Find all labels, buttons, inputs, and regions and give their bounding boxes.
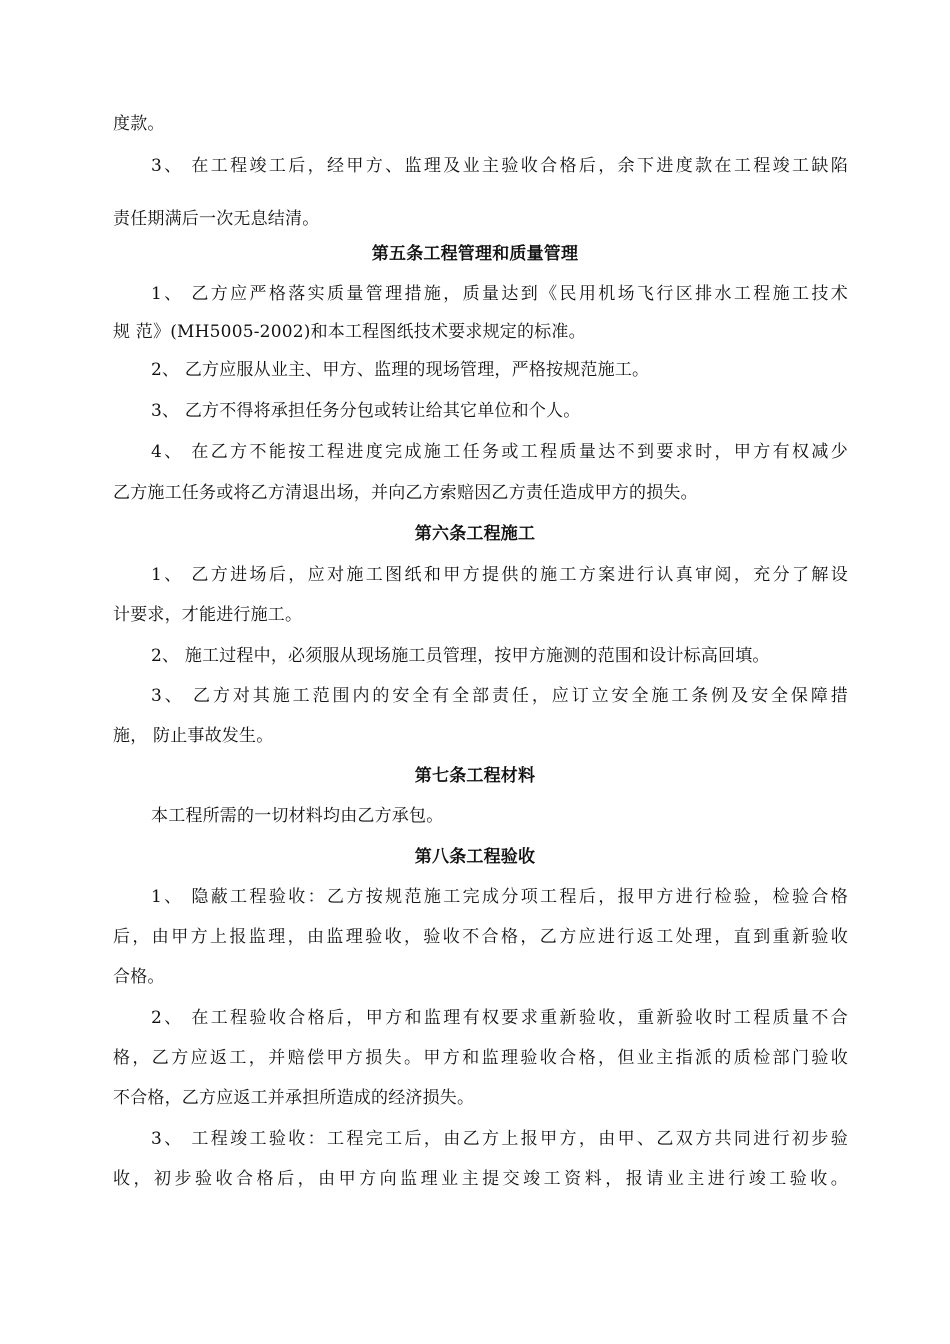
paragraph-line: 4、 在乙方不能按工程进度完成施工任务或工程质量达不到要求时，甲方有权减少 (151, 442, 848, 462)
section-heading-8: 第八条工程验收 (414, 847, 536, 867)
paragraph-line: 3、 乙方对其施工范围内的安全有全部责任，应订立安全施工条例及安全保障措 (151, 686, 848, 706)
section-heading-6: 第六条工程施工 (414, 524, 536, 544)
paragraph-line: 不合格，乙方应返工并承担所造成的经济损失。 (113, 1088, 475, 1108)
paragraph-line: 3、 在工程竣工后，经甲方、监理及业主验收合格后，余下进度款在工程竣工缺陷 (151, 156, 848, 176)
paragraph-line: 1、 乙方应严格落实质量管理措施，质量达到《民用机场飞行区排水工程施工技术 (151, 284, 848, 304)
paragraph-line: 2、 乙方应服从业主、甲方、监理的现场管理，严格按规范施工。 (151, 360, 650, 380)
paragraph-line: 3、 乙方不得将承担任务分包或转让给其它单位和个人。 (151, 401, 581, 421)
paragraph-line: 收，初步验收合格后，由甲方向监理业主提交竣工资料，报请业主进行竣工验收。 (113, 1169, 848, 1189)
paragraph-line: 度款。 (113, 114, 165, 134)
paragraph-line: 1、 乙方进场后，应对施工图纸和甲方提供的施工方案进行认真审阅，充分了解设 (151, 565, 848, 585)
section-heading-5: 第五条工程管理和质量管理 (371, 244, 579, 264)
paragraph-line: 2、 施工过程中，必须服从现场施工员管理，按甲方施测的范围和设计标高回填。 (151, 646, 770, 666)
section-heading-7: 第七条工程材料 (414, 766, 536, 786)
paragraph-line: 乙方施工任务或将乙方清退出场，并向乙方索赔因乙方责任造成甲方的损失。 (113, 483, 698, 503)
paragraph-line: 2、 在工程验收合格后，甲方和监理有权要求重新验收，重新验收时工程质量不合 (151, 1008, 848, 1028)
paragraph-line: 责任期满后一次无息结清。 (113, 209, 320, 229)
paragraph-line: 后，由甲方上报监理，由监理验收，验收不合格，乙方应进行返工处理，直到重新验收 (113, 927, 848, 947)
paragraph-line: 合格。 (113, 967, 165, 987)
paragraph-line: 规 范》(MH5005-2002)和本工程图纸技术要求规定的标准。 (113, 322, 586, 342)
paragraph-line: 3、 工程竣工验收：工程完工后，由乙方上报甲方，由甲、乙双方共同进行初步验 (151, 1129, 848, 1149)
paragraph-line: 施， 防止事故发生。 (113, 726, 274, 746)
paragraph-line: 本工程所需的一切材料均由乙方承包。 (151, 806, 444, 826)
paragraph-line: 计要求，才能进行施工。 (113, 605, 303, 625)
paragraph-line: 格，乙方应返工，并赔偿甲方损失。甲方和监理验收合格，但业主指派的质检部门验收 (113, 1048, 848, 1068)
paragraph-line: 1、 隐蔽工程验收：乙方按规范施工完成分项工程后，报甲方进行检验，检验合格 (151, 887, 848, 907)
